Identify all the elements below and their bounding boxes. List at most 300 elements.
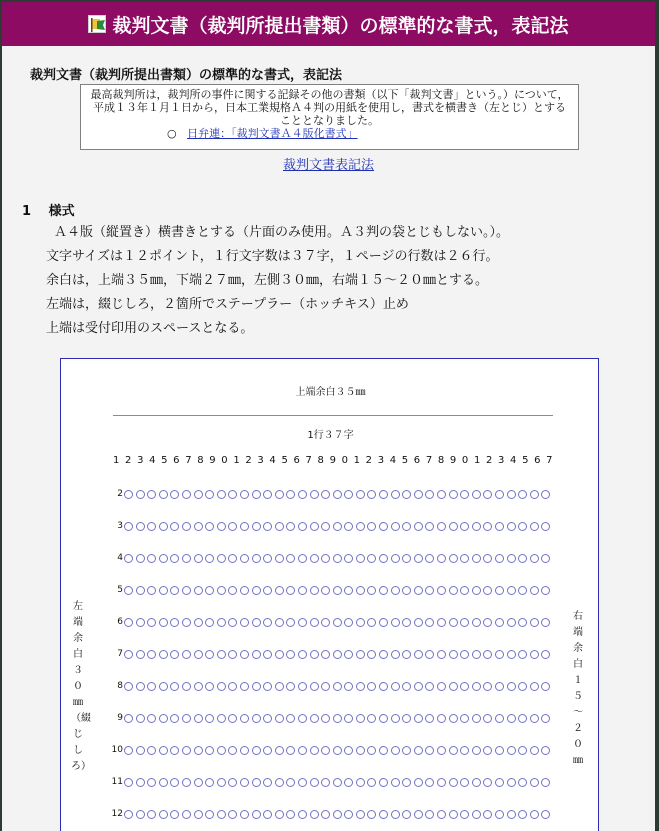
char-cell — [437, 490, 446, 499]
char-cell — [449, 586, 458, 595]
char-cell — [228, 714, 237, 723]
char-cell — [356, 714, 365, 723]
char-cell — [263, 682, 272, 691]
column-number: 7 — [546, 455, 553, 466]
row-number: 11 — [111, 777, 123, 787]
char-cell — [286, 586, 295, 595]
row-number: 10 — [111, 745, 123, 755]
char-cell — [228, 778, 237, 787]
grid-row — [109, 615, 557, 629]
char-cell — [286, 682, 295, 691]
char-cell — [518, 618, 527, 627]
char-cell — [333, 554, 342, 563]
char-cell — [379, 650, 388, 659]
char-cell — [356, 586, 365, 595]
char-cell — [472, 650, 481, 659]
char-cell — [541, 618, 550, 627]
column-number: 0 — [221, 455, 228, 466]
margin-label-char: 端 — [573, 627, 583, 638]
char-cell — [449, 682, 458, 691]
column-number: 0 — [461, 455, 469, 466]
body-line: 余白は，上端３５㎜，下端２７㎜，左側３０㎜，右端１５～２０㎜とする。 — [46, 273, 489, 288]
char-cell — [205, 618, 214, 627]
char-cell — [437, 682, 446, 691]
char-cell — [379, 682, 388, 691]
notation-link[interactable]: 裁判文書表記法 — [282, 158, 374, 173]
char-cell — [333, 778, 342, 787]
chars-per-line-label: 1行３７字 — [307, 430, 354, 441]
char-cell — [321, 490, 330, 499]
char-cell — [252, 746, 261, 755]
char-cell — [356, 522, 365, 531]
char-cell — [460, 618, 469, 627]
char-cell — [367, 810, 376, 819]
char-cell — [425, 746, 434, 755]
grid-row — [109, 487, 557, 501]
char-cell — [275, 714, 284, 723]
char-cell — [252, 682, 261, 691]
char-cell — [205, 746, 214, 755]
char-cell — [217, 650, 226, 659]
margin-label-char: ろ） — [71, 761, 91, 772]
char-cell — [240, 746, 249, 755]
row-number: 8 — [117, 681, 123, 691]
char-cell — [310, 522, 319, 531]
char-cell — [541, 682, 550, 691]
char-cell — [460, 746, 469, 755]
char-cell — [379, 618, 388, 627]
char-cell — [391, 650, 400, 659]
char-cell — [449, 650, 458, 659]
column-number: 0 — [341, 455, 348, 466]
char-cell — [367, 778, 376, 787]
a4-sheet-diagram — [60, 358, 599, 831]
char-cell — [379, 746, 388, 755]
char-cell — [124, 746, 133, 755]
char-cell — [437, 650, 446, 659]
char-cell — [263, 778, 272, 787]
char-cell — [495, 490, 504, 499]
char-cell — [449, 618, 458, 627]
char-cell — [530, 714, 539, 723]
char-cell — [263, 490, 272, 499]
char-cell — [159, 618, 168, 627]
char-cell — [425, 522, 434, 531]
char-cell — [367, 682, 376, 691]
char-cell — [507, 810, 516, 819]
char-cell — [252, 586, 261, 595]
char-cell — [541, 650, 550, 659]
char-cell — [472, 522, 481, 531]
margin-label-char: じ — [73, 729, 83, 740]
char-cell — [541, 714, 550, 723]
char-cell — [159, 778, 168, 787]
char-cell — [252, 714, 261, 723]
char-cell — [275, 554, 284, 563]
char-cell — [170, 490, 179, 499]
grid-row — [109, 583, 557, 597]
char-cell — [263, 586, 272, 595]
char-cell — [194, 778, 203, 787]
char-cell — [414, 618, 423, 627]
top-margin-label: 上端余白３５㎜ — [295, 387, 366, 398]
body-line: Ａ４版（縦置き）横書きとする（片面のみ使用。Ａ３判の袋とじもしない。）。 — [54, 225, 510, 240]
char-cell — [414, 522, 423, 531]
char-cell — [483, 522, 492, 531]
char-cell — [182, 554, 191, 563]
char-cell — [344, 490, 353, 499]
margin-label-char: し — [73, 745, 83, 756]
char-cell — [344, 778, 353, 787]
char-cell — [483, 618, 492, 627]
char-cell — [367, 490, 376, 499]
char-cell — [414, 586, 423, 595]
char-cell — [425, 490, 434, 499]
char-cell — [414, 810, 423, 819]
char-cell — [356, 554, 365, 563]
char-cell — [240, 650, 249, 659]
char-cell — [530, 522, 539, 531]
column-number: 6 — [534, 455, 541, 466]
char-cell — [379, 522, 388, 531]
char-cell — [263, 522, 272, 531]
margin-label-char: 余 — [73, 633, 83, 644]
char-cell — [170, 554, 179, 563]
char-cell — [170, 586, 179, 595]
char-cell — [159, 714, 168, 723]
char-cell — [205, 778, 214, 787]
char-cell — [495, 618, 504, 627]
char-cell — [286, 522, 295, 531]
char-cell — [495, 650, 504, 659]
char-cell — [449, 810, 458, 819]
char-cell — [483, 554, 492, 563]
char-cell — [437, 554, 446, 563]
char-cell — [414, 746, 423, 755]
char-cell — [356, 746, 365, 755]
char-cell — [356, 778, 365, 787]
char-cell — [391, 618, 400, 627]
char-cell — [333, 714, 342, 723]
notice-link-line — [89, 127, 570, 140]
char-cell — [344, 554, 353, 563]
column-number: 6 — [413, 455, 421, 466]
char-cell — [217, 554, 226, 563]
margin-label-char: （綴 — [71, 713, 91, 724]
char-cell — [472, 618, 481, 627]
char-cell — [194, 714, 203, 723]
char-cell — [391, 714, 400, 723]
char-cell — [472, 778, 481, 787]
char-cell — [124, 778, 133, 787]
char-cell — [356, 650, 365, 659]
char-cell — [425, 554, 434, 563]
char-cell — [402, 810, 411, 819]
char-cell — [449, 554, 458, 563]
char-cell — [252, 522, 261, 531]
char-cell — [321, 554, 330, 563]
bullet-icon: ○ — [167, 127, 177, 140]
char-cell — [124, 554, 133, 563]
column-number: 5 — [401, 455, 409, 466]
column-number: 8 — [197, 455, 204, 466]
column-number: 1 — [473, 455, 481, 466]
char-cell — [414, 714, 423, 723]
char-cell — [379, 490, 388, 499]
char-cell — [321, 746, 330, 755]
char-cell — [437, 618, 446, 627]
char-cell — [437, 522, 446, 531]
char-cell — [333, 522, 342, 531]
row-number: 4 — [117, 553, 123, 563]
char-cell — [275, 682, 284, 691]
char-cell — [182, 490, 191, 499]
char-cell — [205, 522, 214, 531]
char-cell — [367, 618, 376, 627]
margin-label-char: ５ — [573, 691, 583, 702]
char-cell — [483, 746, 492, 755]
char-cell — [275, 746, 284, 755]
char-cell — [182, 810, 191, 819]
char-cell — [391, 586, 400, 595]
margin-label-char: ０ — [73, 681, 83, 692]
char-cell — [147, 554, 156, 563]
margin-label-char: 白 — [573, 659, 583, 670]
char-cell — [402, 682, 411, 691]
char-cell — [437, 778, 446, 787]
char-cell — [310, 778, 319, 787]
char-cell — [298, 682, 307, 691]
row-number: 3 — [117, 521, 123, 531]
column-number: 9 — [209, 455, 216, 466]
char-cell — [136, 650, 145, 659]
char-cell — [147, 778, 156, 787]
char-cell — [379, 554, 388, 563]
char-cell — [460, 554, 469, 563]
char-cell — [344, 586, 353, 595]
column-number: 2 — [125, 455, 132, 466]
char-cell — [333, 682, 342, 691]
body-line: 上端は受付印用のスペースとなる。 — [46, 321, 254, 336]
char-cell — [483, 650, 492, 659]
char-cell — [344, 746, 353, 755]
char-cell — [170, 810, 179, 819]
char-cell — [298, 618, 307, 627]
char-cell — [472, 586, 481, 595]
char-cell — [275, 522, 284, 531]
char-cell — [310, 810, 319, 819]
char-cell — [252, 778, 261, 787]
char-cell — [228, 810, 237, 819]
char-cell — [240, 490, 249, 499]
char-cell — [321, 650, 330, 659]
char-cell — [391, 682, 400, 691]
grid-row — [109, 807, 557, 821]
char-cell — [240, 778, 249, 787]
grid-row — [109, 775, 557, 789]
char-cell — [159, 586, 168, 595]
grid-row — [109, 711, 557, 725]
char-cell — [275, 650, 284, 659]
char-cell — [263, 714, 272, 723]
column-number: 7 — [185, 455, 192, 466]
page-title: 裁判文書（裁判所提出書類）の標準的な書式，表記法 — [112, 14, 569, 37]
char-cell — [507, 682, 516, 691]
document-flag-icon — [88, 15, 106, 33]
char-cell — [275, 778, 284, 787]
column-number: 4 — [149, 455, 156, 466]
char-cell — [310, 682, 319, 691]
char-cell — [194, 746, 203, 755]
char-cell — [228, 746, 237, 755]
char-cell — [310, 490, 319, 499]
char-cell — [298, 554, 307, 563]
char-cell — [147, 522, 156, 531]
char-cell — [228, 682, 237, 691]
char-cell — [170, 618, 179, 627]
margin-label-char: ㎜ — [73, 697, 83, 708]
char-cell — [402, 554, 411, 563]
char-cell — [286, 490, 295, 499]
char-cell — [541, 554, 550, 563]
char-cell — [228, 490, 237, 499]
char-cell — [194, 618, 203, 627]
char-cell — [263, 554, 272, 563]
char-cell — [147, 746, 156, 755]
char-cell — [495, 586, 504, 595]
margin-label-char: 左 — [73, 601, 83, 612]
char-cell — [321, 522, 330, 531]
char-cell — [228, 650, 237, 659]
char-cell — [321, 810, 330, 819]
char-cell — [252, 490, 261, 499]
char-cell — [518, 810, 527, 819]
char-cell — [402, 714, 411, 723]
char-cell — [136, 810, 145, 819]
char-cell — [472, 490, 481, 499]
char-cell — [391, 554, 400, 563]
char-cell — [147, 490, 156, 499]
char-cell — [518, 714, 527, 723]
char-cell — [124, 522, 133, 531]
char-cell — [170, 714, 179, 723]
left-margin-label — [71, 599, 91, 775]
char-cell — [136, 554, 145, 563]
char-cell — [217, 714, 226, 723]
char-cell — [333, 810, 342, 819]
char-cell — [136, 682, 145, 691]
char-cell — [402, 650, 411, 659]
char-cell — [217, 682, 226, 691]
char-cell — [124, 586, 133, 595]
char-cell — [170, 522, 179, 531]
char-cell — [124, 682, 133, 691]
char-cell — [344, 714, 353, 723]
row-number: 9 — [117, 713, 123, 723]
column-number: 9 — [449, 455, 457, 466]
char-cell — [159, 682, 168, 691]
char-cell — [136, 490, 145, 499]
char-cell — [425, 586, 434, 595]
char-cell — [217, 586, 226, 595]
char-cell — [159, 746, 168, 755]
char-cell — [379, 810, 388, 819]
char-cell — [170, 650, 179, 659]
char-cell — [136, 778, 145, 787]
column-number: 7 — [305, 455, 312, 466]
char-cell — [182, 682, 191, 691]
char-cell — [460, 682, 469, 691]
char-cell — [507, 554, 516, 563]
right-margin-label — [571, 609, 585, 769]
char-cell — [217, 522, 226, 531]
char-cell — [507, 490, 516, 499]
char-cell — [367, 714, 376, 723]
char-cell — [124, 618, 133, 627]
column-number: 1 — [353, 455, 360, 466]
char-cell — [379, 778, 388, 787]
char-cell — [391, 490, 400, 499]
char-cell — [240, 714, 249, 723]
char-cell — [507, 586, 516, 595]
char-cell — [159, 490, 168, 499]
char-cell — [159, 554, 168, 563]
char-cell — [402, 490, 411, 499]
margin-label-char: ０ — [573, 739, 583, 750]
char-cell — [194, 554, 203, 563]
char-cell — [507, 650, 516, 659]
char-cell — [136, 522, 145, 531]
char-cell — [333, 586, 342, 595]
char-cell — [275, 586, 284, 595]
char-cell — [507, 778, 516, 787]
char-cell — [182, 650, 191, 659]
char-cell — [194, 522, 203, 531]
grid-row — [109, 679, 557, 693]
char-cell — [136, 714, 145, 723]
nichibenren-link[interactable]: 日弁連：「裁判文書Ａ４版化書式」 — [187, 127, 358, 140]
char-cell — [298, 490, 307, 499]
column-number: 3 — [137, 455, 144, 466]
char-cell — [483, 682, 492, 691]
char-cell — [425, 714, 434, 723]
subheading: 裁判文書（裁判所提出書類）の標準的な書式，表記法 — [30, 68, 343, 83]
char-cell — [286, 746, 295, 755]
char-cell — [530, 490, 539, 499]
char-cell — [182, 522, 191, 531]
char-cell — [321, 618, 330, 627]
char-cell — [518, 778, 527, 787]
char-cell — [333, 746, 342, 755]
char-cell — [205, 490, 214, 499]
char-cell — [530, 682, 539, 691]
char-cell — [136, 618, 145, 627]
char-cell — [518, 650, 527, 659]
column-number: 7 — [425, 455, 433, 466]
char-cell — [217, 618, 226, 627]
char-cell — [530, 554, 539, 563]
char-cell — [483, 586, 492, 595]
char-cell — [194, 650, 203, 659]
char-cell — [286, 778, 295, 787]
char-cell — [240, 586, 249, 595]
char-cell — [391, 810, 400, 819]
char-cell — [449, 746, 458, 755]
char-cell — [460, 650, 469, 659]
column-number: 6 — [173, 455, 180, 466]
char-cell — [495, 714, 504, 723]
char-cell — [159, 522, 168, 531]
